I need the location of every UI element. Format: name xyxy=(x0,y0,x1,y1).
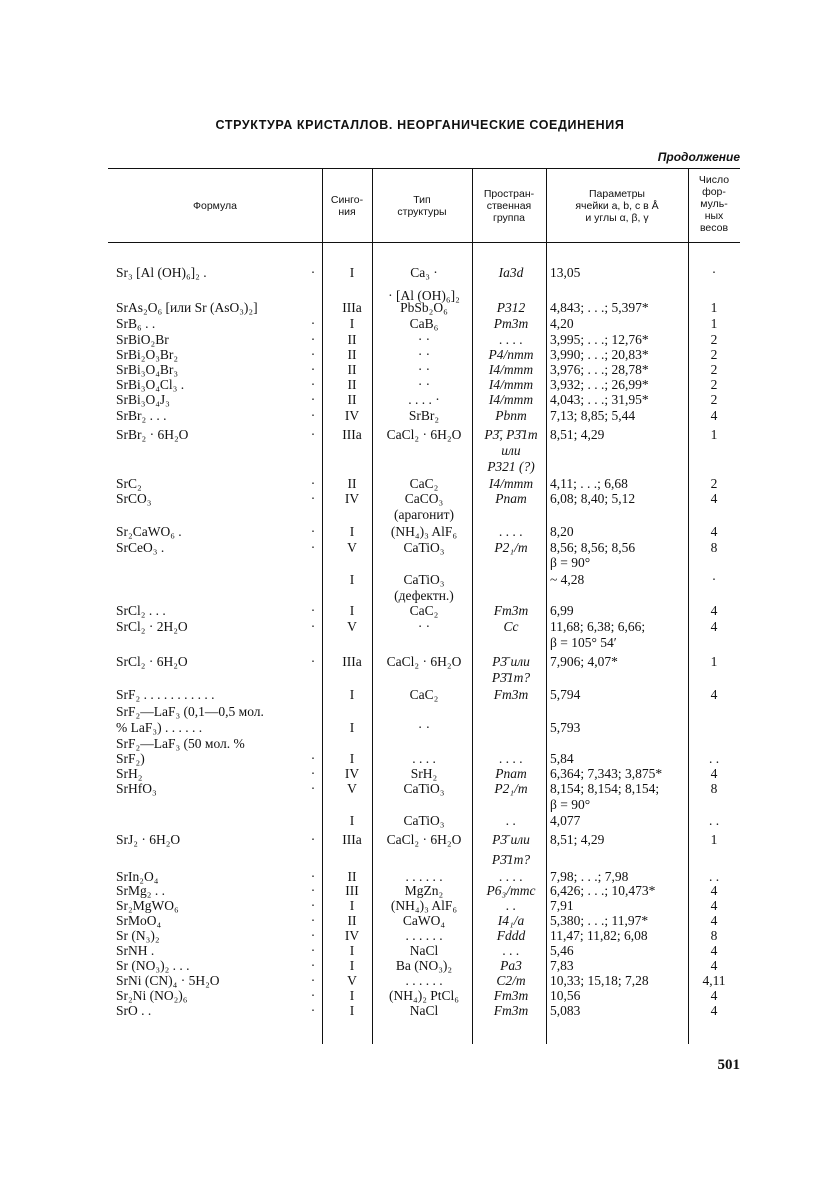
params-cell: 5,794 xyxy=(550,687,581,702)
space-group-cell: . . . . xyxy=(499,869,523,884)
column-divider xyxy=(546,168,547,1044)
syngony-cell: V xyxy=(347,781,357,796)
params-cell: 8,51; 4,29 xyxy=(550,427,605,442)
formula-units-cell: . . xyxy=(708,813,720,828)
leader-dot: · xyxy=(310,619,316,634)
syngony-cell: IIIa xyxy=(342,300,362,315)
params-cell: 6,08; 8,40; 5,12 xyxy=(550,491,636,506)
space-group-cell: I4/mmm xyxy=(488,377,534,392)
column-header-syngony: Синго- ния xyxy=(330,194,364,218)
formula-cell: SrCl₂ · 2H₂O xyxy=(116,619,188,634)
leader-dot: · xyxy=(310,476,316,491)
structure-type-cell: Ba (NO₃)₂ xyxy=(395,958,453,973)
formula-units-cell: 2 xyxy=(710,347,718,362)
formula-units-cell: 1 xyxy=(710,832,718,847)
space-group-cell: . . xyxy=(505,898,517,913)
leader-dot: · xyxy=(310,943,316,958)
page-number: 501 xyxy=(717,1057,740,1073)
structure-type-cell: NaCl xyxy=(409,1003,439,1018)
syngony-cell: IIIa xyxy=(342,427,362,442)
structure-type-cell: . . . . xyxy=(412,751,436,766)
column-divider xyxy=(472,168,473,1044)
space-group-cell: или xyxy=(501,443,521,458)
syngony-cell: IV xyxy=(344,928,360,943)
space-group-cell: P3̄1m? xyxy=(491,670,531,685)
params-cell: 8,51; 4,29 xyxy=(550,832,605,847)
formula-units-cell: 4 xyxy=(710,491,718,506)
syngony-cell: I xyxy=(349,265,355,280)
params-cell: 10,56 xyxy=(550,988,581,1003)
formula-units-cell: 2 xyxy=(710,377,718,392)
structure-type-cell: CaCl₂ · 6H₂O xyxy=(386,832,462,847)
formula-units-cell: 2 xyxy=(710,362,718,377)
structure-type-cell: CaC₂ xyxy=(409,687,439,702)
syngony-cell: I xyxy=(349,958,355,973)
syngony-cell: I xyxy=(349,988,355,1003)
space-group-cell: Fm3m xyxy=(493,988,529,1003)
structure-type-cell: CaCl₂ · 6H₂O xyxy=(386,654,462,669)
syngony-cell: IV xyxy=(344,491,360,506)
formula-cell: SrF₂) xyxy=(116,751,145,766)
formula-cell: SrIn₂O₄ xyxy=(116,869,159,884)
formula-units-cell: . . xyxy=(708,869,720,884)
formula-cell: SrJ₂ · 6H₂O xyxy=(116,832,181,847)
formula-cell: SrBiO₂Br xyxy=(116,332,169,347)
formula-cell: Sr₃ [Al (OH)₆]₂ . xyxy=(116,265,207,280)
leader-dot: · xyxy=(310,1003,316,1018)
syngony-cell: I xyxy=(349,720,355,735)
params-cell: 3,995; . . .; 12,76* xyxy=(550,332,649,347)
syngony-cell: II xyxy=(347,332,357,347)
formula-units-cell: 2 xyxy=(710,476,718,491)
space-group-cell: I4/mmm xyxy=(488,362,534,377)
syngony-cell: III xyxy=(345,883,359,898)
structure-type-cell: . . . . . . xyxy=(405,869,443,884)
structure-type-cell: CaTiO₃ xyxy=(403,781,445,796)
params-cell: 4,043; . . .; 31,95* xyxy=(550,392,649,407)
syngony-cell: I xyxy=(349,572,355,587)
formula-cell: SrCO₃ xyxy=(116,491,152,506)
params-cell: 8,56; 8,56; 8,56 xyxy=(550,540,636,555)
structure-type-cell: NaCl xyxy=(409,943,439,958)
leader-dot: · xyxy=(310,913,316,928)
params-cell: 8,20 xyxy=(550,524,574,539)
structure-type-cell: · · xyxy=(417,377,431,392)
formula-units-cell: 8 xyxy=(710,928,718,943)
structure-type-cell: (NH₄)₂ PtCl₆ xyxy=(389,988,459,1003)
structure-type-cell: · · xyxy=(417,347,431,362)
formula-units-cell: 4 xyxy=(710,408,718,423)
leader-dot: · xyxy=(310,362,316,377)
params-cell: 13,05 xyxy=(550,265,581,280)
formula-cell: Sr (N₃)₂ xyxy=(116,928,160,943)
params-cell: 6,364; 7,343; 3,875* xyxy=(550,766,663,781)
params-cell: 11,68; 6,38; 6,66; xyxy=(550,619,646,634)
space-group-cell: . . . xyxy=(502,943,520,958)
leader-dot: · xyxy=(310,332,316,347)
formula-cell: SrNi (CN)₄ · 5H₂O xyxy=(116,973,220,988)
formula-units-cell: 4 xyxy=(710,898,718,913)
syngony-cell: II xyxy=(347,362,357,377)
structure-type-cell: CaC₂ xyxy=(409,603,439,618)
page-header: СТРУКТУРА КРИСТАЛЛОВ. НЕОРГАНИЧЕСКИЕ СОЕДИНЕНИЯ xyxy=(215,118,625,132)
structure-type-cell: . . . . . . xyxy=(405,928,443,943)
leader-dot: · xyxy=(310,603,316,618)
formula-cell: SrBi₃O₄Cl₃ . xyxy=(116,377,185,392)
column-header-formula: Формула xyxy=(193,200,237,212)
structure-type-cell: (NH₄)₃ AlF₆ xyxy=(390,898,458,913)
formula-units-cell: 4 xyxy=(710,1003,718,1018)
structure-type-cell: PbSb₂O₆ xyxy=(400,300,448,315)
leader-dot: · xyxy=(310,898,316,913)
params-cell: 6,426; . . .; 10,473* xyxy=(550,883,656,898)
params-cell: 7,91 xyxy=(550,898,574,913)
space-group-cell: Fm3m xyxy=(493,603,529,618)
params-cell: 7,906; 4,07* xyxy=(550,654,618,669)
space-group-cell: . . xyxy=(505,813,517,828)
leader-dot: · xyxy=(310,751,316,766)
leader-dot: · xyxy=(310,377,316,392)
leader-dot: · xyxy=(310,781,316,796)
space-group-cell: Fm3m xyxy=(493,1003,529,1018)
syngony-cell: IV xyxy=(344,408,360,423)
formula-cell: SrCeO₃ . xyxy=(116,540,165,555)
formula-units-cell: 4 xyxy=(710,603,718,618)
formula-cell: SrMoO₄ xyxy=(116,913,162,928)
leader-dot: · xyxy=(310,928,316,943)
formula-cell: Sr (NO₃)₂ . . . xyxy=(116,958,190,973)
structure-type-cell: SrH₂ xyxy=(410,766,438,781)
syngony-cell: I xyxy=(349,898,355,913)
table-header-rule xyxy=(108,242,740,243)
syngony-cell: I xyxy=(349,316,355,331)
leader-dot: · xyxy=(310,832,316,847)
formula-cell: SrMg₂ . . xyxy=(116,883,165,898)
formula-units-cell: 4 xyxy=(710,883,718,898)
space-group-cell: P3̄, P3̄1m xyxy=(484,427,538,442)
syngony-cell: II xyxy=(347,392,357,407)
leader-dot: · xyxy=(310,265,316,280)
space-group-cell: I4₁/a xyxy=(497,913,525,928)
structure-type-cell: . . . . . . xyxy=(405,973,443,988)
structure-type-cell: CaWO₄ xyxy=(402,913,446,928)
space-group-cell: P2₁/m xyxy=(494,781,528,796)
structure-type-cell: CaTiO₃ xyxy=(403,813,445,828)
space-group-cell: Pbnm xyxy=(495,408,527,423)
structure-type-cell: MgZn₂ xyxy=(404,883,444,898)
formula-units-cell: 4 xyxy=(710,619,718,634)
formula-cell: SrBr₂ . . . xyxy=(116,408,167,423)
syngony-cell: II xyxy=(347,913,357,928)
structure-type-cell: CaB₆ xyxy=(409,316,439,331)
formula-units-cell: 4 xyxy=(710,524,718,539)
leader-dot: · xyxy=(310,427,316,442)
structure-type-cell: (NH₄)₃ AlF₆ xyxy=(390,524,458,539)
space-group-cell: Cc xyxy=(503,619,519,634)
formula-cell: Sr₂CaWO₆ . xyxy=(116,524,182,539)
column-header-structure-type: Тип структуры xyxy=(397,194,447,218)
syngony-cell: IIIa xyxy=(342,832,362,847)
formula-units-cell: 4 xyxy=(710,766,718,781)
space-group-cell: P3̄1m? xyxy=(491,852,531,867)
space-group-cell: P2₁/m xyxy=(494,540,528,555)
column-header-space-group: Простран- ственная группа xyxy=(483,188,535,224)
space-group-cell: Ia3d xyxy=(498,265,524,280)
formula-units-cell: 2 xyxy=(710,332,718,347)
structure-type-cell: · · xyxy=(417,619,431,634)
params-cell: β = 90° xyxy=(550,555,591,570)
params-cell: 3,976; . . .; 28,78* xyxy=(550,362,649,377)
space-group-cell: . . . . xyxy=(499,332,523,347)
structure-type-cell: CaCl₂ · 6H₂O xyxy=(386,427,462,442)
space-group-cell: . . . . xyxy=(499,751,523,766)
leader-dot: · xyxy=(310,883,316,898)
leader-dot: · xyxy=(310,392,316,407)
formula-cell: SrH₂ xyxy=(116,766,143,781)
params-cell: 7,13; 8,85; 5,44 xyxy=(550,408,636,423)
formula-cell: SrBi₃O₄Br₃ xyxy=(116,362,179,377)
structure-type-cell: · · xyxy=(417,332,431,347)
params-cell: 11,47; 11,82; 6,08 xyxy=(550,928,648,943)
formula-units-cell: · xyxy=(711,265,717,280)
leader-dot: · xyxy=(310,347,316,362)
syngony-cell: I xyxy=(349,943,355,958)
syngony-cell: I xyxy=(349,603,355,618)
formula-units-cell: . . xyxy=(708,751,720,766)
leader-dot: · xyxy=(310,973,316,988)
structure-type-cell: CaC₂ xyxy=(409,476,439,491)
formula-units-cell: 2 xyxy=(710,392,718,407)
params-cell: 10,33; 15,18; 7,28 xyxy=(550,973,649,988)
formula-units-cell: 4 xyxy=(710,988,718,1003)
syngony-cell: II xyxy=(347,476,357,491)
syngony-cell: I xyxy=(349,1003,355,1018)
space-group-cell: Pnam xyxy=(495,491,527,506)
params-cell: 8,154; 8,154; 8,154; xyxy=(550,781,660,796)
params-cell: 4,20 xyxy=(550,316,574,331)
formula-cell: SrCl₂ . . . xyxy=(116,603,166,618)
space-group-cell: P3̄ или xyxy=(492,832,530,847)
params-cell: 3,932; . . .; 26,99* xyxy=(550,377,649,392)
structure-type-cell: · [Al (OH)₆]₂ xyxy=(388,288,460,303)
structure-type-cell: · · xyxy=(417,720,431,735)
space-group-cell: P312 xyxy=(496,300,526,315)
leader-dot: · xyxy=(310,654,316,669)
params-cell: 5,46 xyxy=(550,943,574,958)
formula-cell: SrC₂ xyxy=(116,476,142,491)
space-group-cell: I4/mmm xyxy=(488,476,534,491)
table-top-rule xyxy=(108,168,740,169)
column-header-formula-units: Число фор- муль- ных весов xyxy=(698,174,730,234)
params-cell: 4,843; . . .; 5,397* xyxy=(550,300,649,315)
structure-type-cell: (дефектн.) xyxy=(394,588,454,603)
formula-cell: Sr₂MgWO₆ xyxy=(116,898,179,913)
formula-cell: SrNH . xyxy=(116,943,155,958)
space-group-cell: P3̄ или xyxy=(492,654,530,669)
structure-type-cell: (арагонит) xyxy=(393,507,455,522)
structure-type-cell: Ca₃ · xyxy=(410,265,438,280)
formula-units-cell: · xyxy=(711,572,717,587)
leader-dot: · xyxy=(310,766,316,781)
syngony-cell: I xyxy=(349,813,355,828)
params-cell: 4,11; . . .; 6,68 xyxy=(550,476,628,491)
formula-cell: SrF₂—LaF₃ (0,1—0,5 мол. xyxy=(116,704,264,719)
space-group-cell: Fm3m xyxy=(493,687,529,702)
leader-dot: · xyxy=(310,958,316,973)
params-cell: 6,99 xyxy=(550,603,574,618)
continuation-label: Продолжение xyxy=(657,150,740,164)
params-cell: ~ 4,28 xyxy=(550,572,585,587)
formula-units-cell: 8 xyxy=(710,781,718,796)
formula-units-cell: 1 xyxy=(710,427,718,442)
structure-type-cell: · · xyxy=(417,362,431,377)
leader-dot: · xyxy=(310,491,316,506)
formula-cell: SrHfO₃ xyxy=(116,781,157,796)
formula-units-cell: 4 xyxy=(710,913,718,928)
params-cell: 5,083 xyxy=(550,1003,581,1018)
params-cell: 3,990; . . .; 20,83* xyxy=(550,347,649,362)
syngony-cell: IIIa xyxy=(342,654,362,669)
space-group-cell: Pm3m xyxy=(493,316,529,331)
space-group-cell: . . . . xyxy=(499,524,523,539)
formula-cell: SrBi₂O₃Br₂ xyxy=(116,347,179,362)
space-group-cell: Pnam xyxy=(495,766,527,781)
space-group-cell: Fddd xyxy=(496,928,526,943)
space-group-cell: C2/m xyxy=(496,973,526,988)
formula-cell: % LaF₃) . . . . . . xyxy=(116,720,203,735)
formula-cell: SrBr₂ · 6H₂O xyxy=(116,427,189,442)
column-divider xyxy=(322,168,323,1044)
space-group-cell: I4/mmm xyxy=(488,392,534,407)
space-group-cell: P4/nmm xyxy=(488,347,534,362)
structure-type-cell: CaTiO₃ xyxy=(403,572,445,587)
syngony-cell: IV xyxy=(344,766,360,781)
formula-cell: Sr₂Ni (NO₂)₆ xyxy=(116,988,188,1003)
space-group-cell: P6₃/mmc xyxy=(486,883,536,898)
leader-dot: · xyxy=(310,524,316,539)
params-cell: 5,380; . . .; 11,97* xyxy=(550,913,649,928)
params-cell: β = 105° 54′ xyxy=(550,635,617,650)
syngony-cell: V xyxy=(347,540,357,555)
formula-units-cell: 4 xyxy=(710,687,718,702)
formula-units-cell: 4 xyxy=(710,958,718,973)
syngony-cell: I xyxy=(349,687,355,702)
syngony-cell: I xyxy=(349,751,355,766)
space-group-cell: P321 (?) xyxy=(487,459,535,474)
structure-type-cell: CaCO₃ xyxy=(404,491,444,506)
syngony-cell: II xyxy=(347,347,357,362)
syngony-cell: I xyxy=(349,524,355,539)
syngony-cell: V xyxy=(347,619,357,634)
formula-units-cell: 1 xyxy=(710,300,718,315)
leader-dot: · xyxy=(310,316,316,331)
formula-cell: SrB₆ . . xyxy=(116,316,156,331)
syngony-cell: II xyxy=(347,377,357,392)
formula-cell: SrBi₃O₄J₃ xyxy=(116,392,170,407)
formula-units-cell: 4,11 xyxy=(702,973,726,988)
syngony-cell: V xyxy=(347,973,357,988)
leader-dot: · xyxy=(310,988,316,1003)
leader-dot: · xyxy=(310,869,316,884)
formula-units-cell: 8 xyxy=(710,540,718,555)
leader-dot: · xyxy=(310,408,316,423)
formula-cell: SrF₂ . . . . . . . . . . . xyxy=(116,687,215,702)
params-cell: 5,84 xyxy=(550,751,574,766)
space-group-cell: Pa3 xyxy=(500,958,522,973)
formula-cell: SrAs₂O₆ [или Sr (AsO₃)₂] xyxy=(116,300,258,315)
params-cell: 4,077 xyxy=(550,813,581,828)
structure-type-cell: . . . . · xyxy=(408,392,440,407)
formula-units-cell: 1 xyxy=(710,316,718,331)
column-header-params: Параметры ячейки a, b, c в Å и углы α, β, γ xyxy=(575,188,659,224)
params-cell: 7,83 xyxy=(550,958,574,973)
params-cell: 5,793 xyxy=(550,720,581,735)
formula-units-cell: 1 xyxy=(710,654,718,669)
params-cell: 7,98; . . .; 7,98 xyxy=(550,869,629,884)
params-cell: β = 90° xyxy=(550,797,591,812)
structure-type-cell: CaTiO₃ xyxy=(403,540,445,555)
syngony-cell: II xyxy=(347,869,357,884)
formula-cell: SrO . . xyxy=(116,1003,152,1018)
formula-units-cell: 4 xyxy=(710,943,718,958)
formula-cell: SrCl₂ · 6H₂O xyxy=(116,654,188,669)
structure-type-cell: SrBr₂ xyxy=(408,408,440,423)
leader-dot: · xyxy=(310,540,316,555)
formula-cell: SrF₂—LaF₃ (50 мол. % xyxy=(116,736,245,751)
